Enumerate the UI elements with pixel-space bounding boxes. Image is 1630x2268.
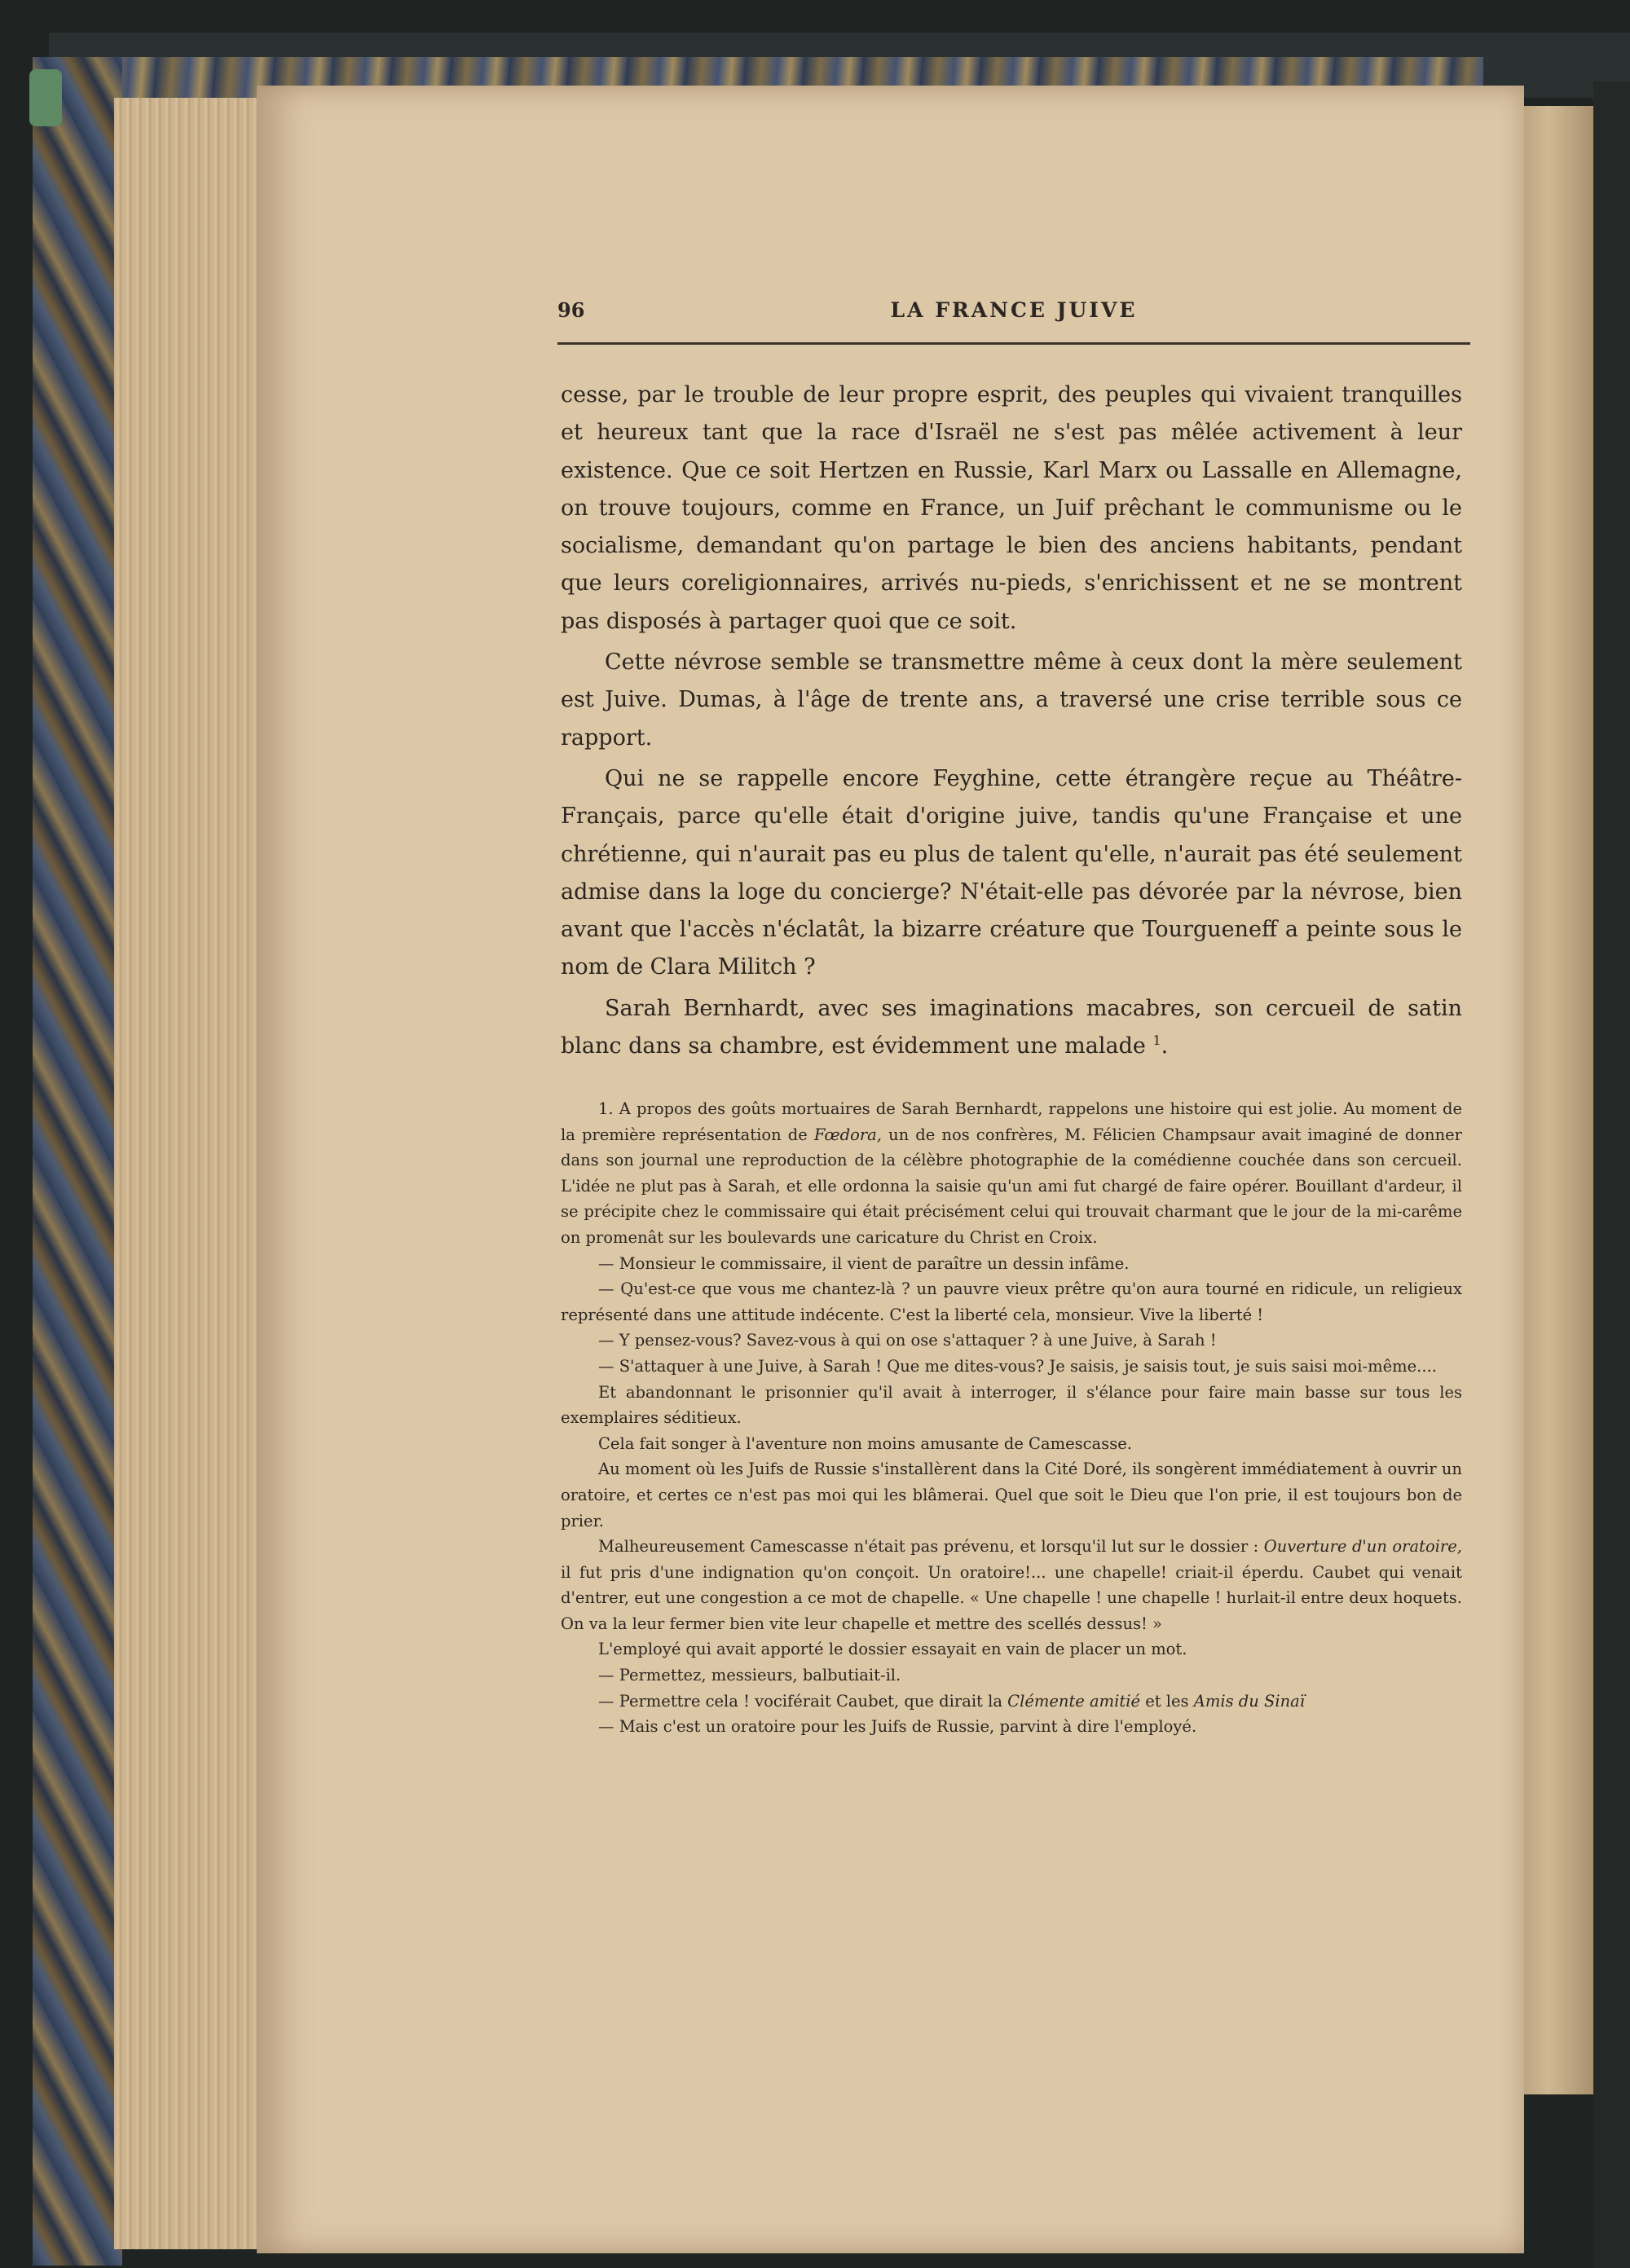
- paragraph: Sarah Bernhardt, avec ses imaginations macabres, son cercueil de satin blanc dans sa chambre, est évidemment une malade $^1$.: [561, 995, 1462, 1059]
- footnote-paragraph: [561, 1689, 1462, 1715]
- footnote-text: un de nos confrères, M. Félicien Champsaur avait imaginé de donner dans son journal une reproduction de la célèbre photographie de la comédienne couchée dans son cercueil. L'idée ne plut pas à Sarah, et elle ordonna la saisie qu'un ami fut chargé de faire opérer. Bouillant d'ardeur, il se précipite chez le commissaire qui était précisément celui qui trouvait charmant que le jour de la mi-carême on promenât sur les boulevards une caricature du Christ en Croix.: [561, 1125, 1462, 1247]
- running-head: [557, 298, 1470, 339]
- paragraph: cesse, par le trouble de leur propre esprit, des peuples qui vivaient tranquilles et heureux tant que la race d'Israël ne s'est pas mêlée activement à leur existence. Que ce soit Hertzen en Russie, Karl Marx ou Lassalle en Allemagne, on trouve toujours, comme en France, un Juif prêchant le communisme ou le socialisme, demandant qu'on partage le bien des anciens habitants, pendant que leurs coreligionnaires, arrivés nu-pieds, s'enrichissent et ne se montrent pas disposés à partager quoi que ce soit.: [561, 382, 1462, 634]
- book-cover-right: [1593, 81, 1630, 2268]
- footnote-paragraph: Et abandonnant le prisonnier qu'il avait à interroger, il s'élance pour faire main basse sur tous les exemplaires séditieux.: [561, 1382, 1462, 1428]
- paragraph-text: Sarah Bernhardt, avec ses imaginations macabres, son cercueil de satin blanc dans sa chambre, est évidemment une malade: [561, 995, 1462, 1059]
- footnote-italic: Fœdora,: [813, 1125, 882, 1144]
- footnote-reference: 1: [1152, 1033, 1161, 1049]
- footnote-paragraph: — Qu'est-ce que vous me chantez-là ? un pauvre vieux prêtre qu'on aura tourné en ridicule, un religieux représenté dans une attitude indécente. C'est la liberté cela, monsieur. Vive la liberté !: [561, 1279, 1462, 1324]
- footnote-italic: Amis du Sinaï: [1193, 1691, 1306, 1711]
- footnote-text: 1. A propos des goûts mortuaires de Sarah Bernhardt, rappelons une histoire qui est jolie. Au moment de la première représentation de: [561, 1099, 1462, 1144]
- marbled-endpaper-left: [33, 57, 122, 2266]
- footnote: [561, 1096, 1462, 1740]
- footnote-paragraph: [561, 1096, 1462, 1251]
- footnote-paragraph: — Monsieur le commissaire, il vient de paraître un dessin infâme.: [598, 1253, 1130, 1273]
- footnote-paragraph: [561, 1534, 1462, 1636]
- page-stack-edge: [114, 98, 269, 2249]
- main-text: [561, 377, 1462, 1065]
- footnote-text: — Permettre cela ! vociférait Caubet, que dirait la: [598, 1691, 1002, 1711]
- footnote-paragraph: — Mais c'est un oratoire pour les Juifs de Russie, parvint à dire l'employé.: [598, 1717, 1197, 1737]
- footnote-text: Malheureusement Camescasse n'était pas prévenu, et lorsqu'il lut sur le dossier :: [598, 1537, 1259, 1557]
- running-title: LA FRANCE JUIVE: [890, 298, 1138, 322]
- footnote-paragraph: — Permettez, messieurs, balbutiait-il.: [598, 1666, 901, 1685]
- facing-page-edge: [1516, 106, 1597, 2094]
- footnote-text: il fut pris d'une indignation qu'on conçoit. Un oratoire!... une chapelle! criait-il éperdu. Caubet qui venait d'entrer, eut une congestion a ce mot de chapelle. « Une chapelle ! une chapelle ! hurlait-il entre deux hoquets. On va la leur fermer bien vite leur chapelle et mettre des scellés dessus! »: [561, 1562, 1462, 1633]
- footnote-paragraph: — Y pensez-vous? Savez-vous à qui on ose s'attaquer ? à une Juive, à Sarah !: [598, 1331, 1217, 1350]
- footnote-paragraph: — S'attaquer à une Juive, à Sarah ! Que me dites-vous? Je saisis, je saisis tout, je suis saisi moi-même....: [598, 1356, 1437, 1376]
- paragraph: Qui ne se rappelle encore Feyghine, cette étrangère reçue au Théâtre-Français, parce qu'elle était d'origine juive, tandis qu'une Française et une chrétienne, qui n'aurait pas eu plus de talent qu'elle, n'aurait pas été seulement admise dans la loge du concierge? N'était-elle pas dévorée par la névrose, bien avant que l'accès n'éclatât, la bizarre créature que Tourgueneff a peinte sous le nom de Clara Militch ?: [561, 765, 1462, 980]
- footnote-text: et les: [1145, 1691, 1189, 1711]
- footnote-italic: Clémente amitié: [1007, 1691, 1140, 1711]
- page-number: 96: [557, 298, 585, 322]
- footnote-paragraph: Au moment où les Juifs de Russie s'installèrent dans la Cité Doré, ils songèrent immédiatement à ouvrir un oratoire, et certes ce n'est pas moi qui les blâmerai. Quel que soit le Dieu que l'on prie, il est toujours bon de prier.: [561, 1460, 1462, 1530]
- cover-corner: [29, 69, 62, 126]
- footnote-paragraph: L'employé qui avait apporté le dossier essayait en vain de placer un mot.: [598, 1640, 1187, 1659]
- paragraph: Cette névrose semble se transmettre même à ceux dont la mère seulement est Juive. Dumas, à l'âge de trente ans, a traversé une crise terrible sous ce rapport.: [561, 650, 1462, 751]
- footnote-italic: Ouverture d'un oratoire,: [1263, 1537, 1462, 1557]
- footnote-paragraph: Cela fait songer à l'aventure non moins amusante de Camescasse.: [598, 1433, 1132, 1453]
- header-rule: [557, 342, 1470, 345]
